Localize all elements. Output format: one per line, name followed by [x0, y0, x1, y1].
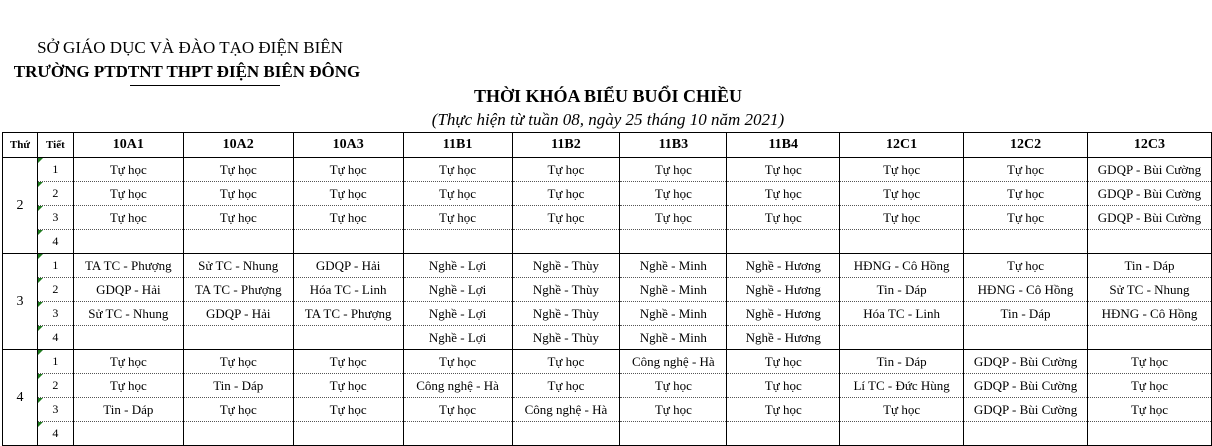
lesson-cell — [403, 230, 512, 254]
lesson-cell: GDQP - Hải — [183, 302, 293, 326]
timetable — [2, 132, 1212, 446]
lesson-cell: Tự học — [1087, 374, 1211, 398]
lesson-cell — [727, 230, 840, 254]
department-name: SỞ GIÁO DỤC VÀ ĐÀO TẠO ĐIỆN BIÊN — [37, 38, 343, 57]
column-header-class: 12C3 — [1087, 133, 1211, 158]
lesson-cell: Tự học — [293, 158, 403, 182]
lesson-cell — [840, 230, 964, 254]
lesson-cell: Nghề - Minh — [620, 326, 727, 350]
lesson-cell: GDQP - Bùi Cường — [964, 398, 1088, 422]
lesson-cell — [512, 422, 620, 446]
table-row — [3, 398, 1212, 422]
lesson-cell: Tự học — [727, 158, 840, 182]
lesson-cell: Tự học — [403, 158, 512, 182]
header-row — [3, 133, 1212, 158]
period-cell: 2 — [37, 278, 73, 302]
lesson-cell: Tự học — [840, 206, 964, 230]
table-row — [3, 230, 1212, 254]
lesson-cell: GDQP - Bùi Cường — [1087, 158, 1211, 182]
lesson-cell: Nghề - Minh — [620, 254, 727, 278]
lesson-cell: Sử TC - Nhung — [1087, 278, 1211, 302]
lesson-cell: Tự học — [293, 182, 403, 206]
lesson-cell: GDQP - Bùi Cường — [964, 374, 1088, 398]
lesson-cell: Tin - Dáp — [840, 278, 964, 302]
lesson-cell: Tự học — [512, 158, 620, 182]
lesson-cell: Nghề - Lợi — [403, 254, 512, 278]
period-cell: 4 — [37, 230, 73, 254]
lesson-cell: HĐNG - Cô Hồng — [1087, 302, 1211, 326]
period-cell: 3 — [37, 302, 73, 326]
lesson-cell: Tự học — [840, 158, 964, 182]
table-row — [3, 182, 1212, 206]
lesson-cell: Tự học — [183, 398, 293, 422]
lesson-cell: HĐNG - Cô Hồng — [964, 278, 1088, 302]
column-header-class: 11B2 — [512, 133, 620, 158]
column-header-class: 12C2 — [964, 133, 1088, 158]
table-row — [3, 206, 1212, 230]
lesson-cell: Tự học — [183, 350, 293, 374]
timetable-body — [3, 158, 1212, 446]
lesson-cell: Tự học — [964, 254, 1088, 278]
lesson-cell: Tự học — [512, 206, 620, 230]
column-header-day: Thứ — [3, 133, 38, 158]
column-header-class: 12C1 — [840, 133, 964, 158]
lesson-cell: Tự học — [727, 206, 840, 230]
lesson-cell: Tin - Dáp — [840, 350, 964, 374]
lesson-cell — [964, 422, 1088, 446]
lesson-cell — [620, 422, 727, 446]
lesson-cell: Tự học — [727, 374, 840, 398]
lesson-cell: Tự học — [620, 398, 727, 422]
lesson-cell: Tự học — [620, 158, 727, 182]
period-cell: 1 — [37, 254, 73, 278]
lesson-cell: Tự học — [73, 182, 183, 206]
lesson-cell: Tự học — [183, 182, 293, 206]
lesson-cell: Tự học — [727, 182, 840, 206]
page-subtitle: (Thực hiện từ tuần 08, ngày 25 tháng 10 năm 2021) — [431, 110, 785, 129]
lesson-cell: Nghề - Lợi — [403, 278, 512, 302]
table-row — [3, 158, 1212, 182]
column-header-class: 10A2 — [183, 133, 293, 158]
lesson-cell — [293, 230, 403, 254]
lesson-cell: Tự học — [183, 158, 293, 182]
period-cell: 1 — [37, 158, 73, 182]
period-cell: 3 — [37, 398, 73, 422]
page-title: THỜI KHÓA BIỂU BUỔI CHIỀU — [473, 86, 743, 106]
lesson-cell: Tự học — [293, 398, 403, 422]
lesson-cell: Tự học — [293, 206, 403, 230]
lesson-cell: TA TC - Phượng — [183, 278, 293, 302]
lesson-cell: Nghề - Hương — [727, 254, 840, 278]
period-cell: 4 — [37, 326, 73, 350]
period-cell: 2 — [37, 374, 73, 398]
lesson-cell: Tự học — [73, 206, 183, 230]
lesson-cell: Nghề - Hương — [727, 278, 840, 302]
lesson-cell: Sử TC - Nhung — [73, 302, 183, 326]
lesson-cell: Hóa TC - Linh — [293, 278, 403, 302]
lesson-cell: Nghề - Hương — [727, 326, 840, 350]
lesson-cell: Nghề - Lợi — [403, 326, 512, 350]
lesson-cell — [512, 230, 620, 254]
lesson-cell: Tự học — [840, 182, 964, 206]
table-row — [3, 422, 1212, 446]
lesson-cell: Tự học — [512, 182, 620, 206]
lesson-cell: Tự học — [512, 350, 620, 374]
period-cell: 4 — [37, 422, 73, 446]
lesson-cell: Tự học — [403, 398, 512, 422]
lesson-cell: Tự học — [293, 350, 403, 374]
lesson-cell: TA TC - Phượng — [73, 254, 183, 278]
lesson-cell — [727, 422, 840, 446]
lesson-cell: Nghề - Thùy — [512, 302, 620, 326]
lesson-cell — [73, 230, 183, 254]
lesson-cell: Tự học — [620, 374, 727, 398]
lesson-cell: Tin - Dáp — [964, 302, 1088, 326]
lesson-cell: Sử TC - Nhung — [183, 254, 293, 278]
lesson-cell — [840, 422, 964, 446]
lesson-cell: Tự học — [403, 182, 512, 206]
lesson-cell: Tự học — [403, 206, 512, 230]
lesson-cell: Nghề - Thùy — [512, 326, 620, 350]
lesson-cell: Tự học — [727, 398, 840, 422]
lesson-cell — [840, 326, 964, 350]
day-cell: 4 — [3, 350, 38, 446]
column-header-class: 11B3 — [620, 133, 727, 158]
lesson-cell: Nghề - Thùy — [512, 254, 620, 278]
lesson-cell: Công nghệ - Hà — [512, 398, 620, 422]
lesson-cell: GDQP - Bùi Cường — [1087, 182, 1211, 206]
lesson-cell: GDQP - Hải — [73, 278, 183, 302]
column-header-class: 11B1 — [403, 133, 512, 158]
lesson-cell: Tin - Dáp — [1087, 254, 1211, 278]
day-cell: 3 — [3, 254, 38, 350]
lesson-cell — [620, 230, 727, 254]
lesson-cell — [293, 422, 403, 446]
lesson-cell: Nghề - Minh — [620, 302, 727, 326]
lesson-cell: HĐNG - Cô Hồng — [840, 254, 964, 278]
lesson-cell: Tự học — [183, 206, 293, 230]
table-row — [3, 350, 1212, 374]
lesson-cell: Công nghệ - Hà — [620, 350, 727, 374]
column-header-class: 10A1 — [73, 133, 183, 158]
period-cell: 1 — [37, 350, 73, 374]
day-cell: 2 — [3, 158, 38, 254]
lesson-cell — [403, 422, 512, 446]
table-row — [3, 374, 1212, 398]
lesson-cell — [183, 230, 293, 254]
table-row — [3, 278, 1212, 302]
lesson-cell: Nghề - Hương — [727, 302, 840, 326]
column-header-class: 11B4 — [727, 133, 840, 158]
period-cell: 2 — [37, 182, 73, 206]
lesson-cell: Tự học — [73, 374, 183, 398]
lesson-cell — [1087, 230, 1211, 254]
lesson-cell: GDQP - Hải — [293, 254, 403, 278]
lesson-cell: Tự học — [73, 158, 183, 182]
lesson-cell: Nghề - Thùy — [512, 278, 620, 302]
lesson-cell: Công nghệ - Hà — [403, 374, 512, 398]
column-header-period: Tiết — [37, 133, 73, 158]
lesson-cell: GDQP - Bùi Cường — [964, 350, 1088, 374]
lesson-cell — [1087, 326, 1211, 350]
lesson-cell: Tự học — [1087, 350, 1211, 374]
lesson-cell: Hóa TC - Linh — [840, 302, 964, 326]
lesson-cell: Tự học — [964, 206, 1088, 230]
lesson-cell — [183, 422, 293, 446]
lesson-cell: TA TC - Phượng — [293, 302, 403, 326]
lesson-cell — [1087, 422, 1211, 446]
lesson-cell — [183, 326, 293, 350]
lesson-cell: Tin - Dáp — [183, 374, 293, 398]
lesson-cell: Tự học — [293, 374, 403, 398]
lesson-cell: Tự học — [1087, 398, 1211, 422]
lesson-cell: Lí TC - Đức Hùng — [840, 374, 964, 398]
lesson-cell: Nghề - Minh — [620, 278, 727, 302]
table-row — [3, 254, 1212, 278]
lesson-cell: Tự học — [727, 350, 840, 374]
table-row — [3, 326, 1212, 350]
lesson-cell: Tự học — [73, 350, 183, 374]
lesson-cell: Nghề - Lợi — [403, 302, 512, 326]
column-header-class: 10A3 — [293, 133, 403, 158]
period-cell: 3 — [37, 206, 73, 230]
lesson-cell — [293, 326, 403, 350]
lesson-cell — [73, 326, 183, 350]
lesson-cell: Tự học — [840, 398, 964, 422]
lesson-cell: Tự học — [403, 350, 512, 374]
lesson-cell: Tự học — [512, 374, 620, 398]
lesson-cell — [73, 422, 183, 446]
lesson-cell: Tự học — [964, 158, 1088, 182]
lesson-cell: GDQP - Bùi Cường — [1087, 206, 1211, 230]
table-row — [3, 302, 1212, 326]
lesson-cell: Tin - Dáp — [73, 398, 183, 422]
lesson-cell: Tự học — [964, 182, 1088, 206]
lesson-cell: Tự học — [620, 182, 727, 206]
lesson-cell — [964, 326, 1088, 350]
school-name: TRƯỜNG PTDTNT THPT ĐIỆN BIÊN ĐÔNG — [13, 62, 361, 81]
lesson-cell: Tự học — [620, 206, 727, 230]
lesson-cell — [964, 230, 1088, 254]
